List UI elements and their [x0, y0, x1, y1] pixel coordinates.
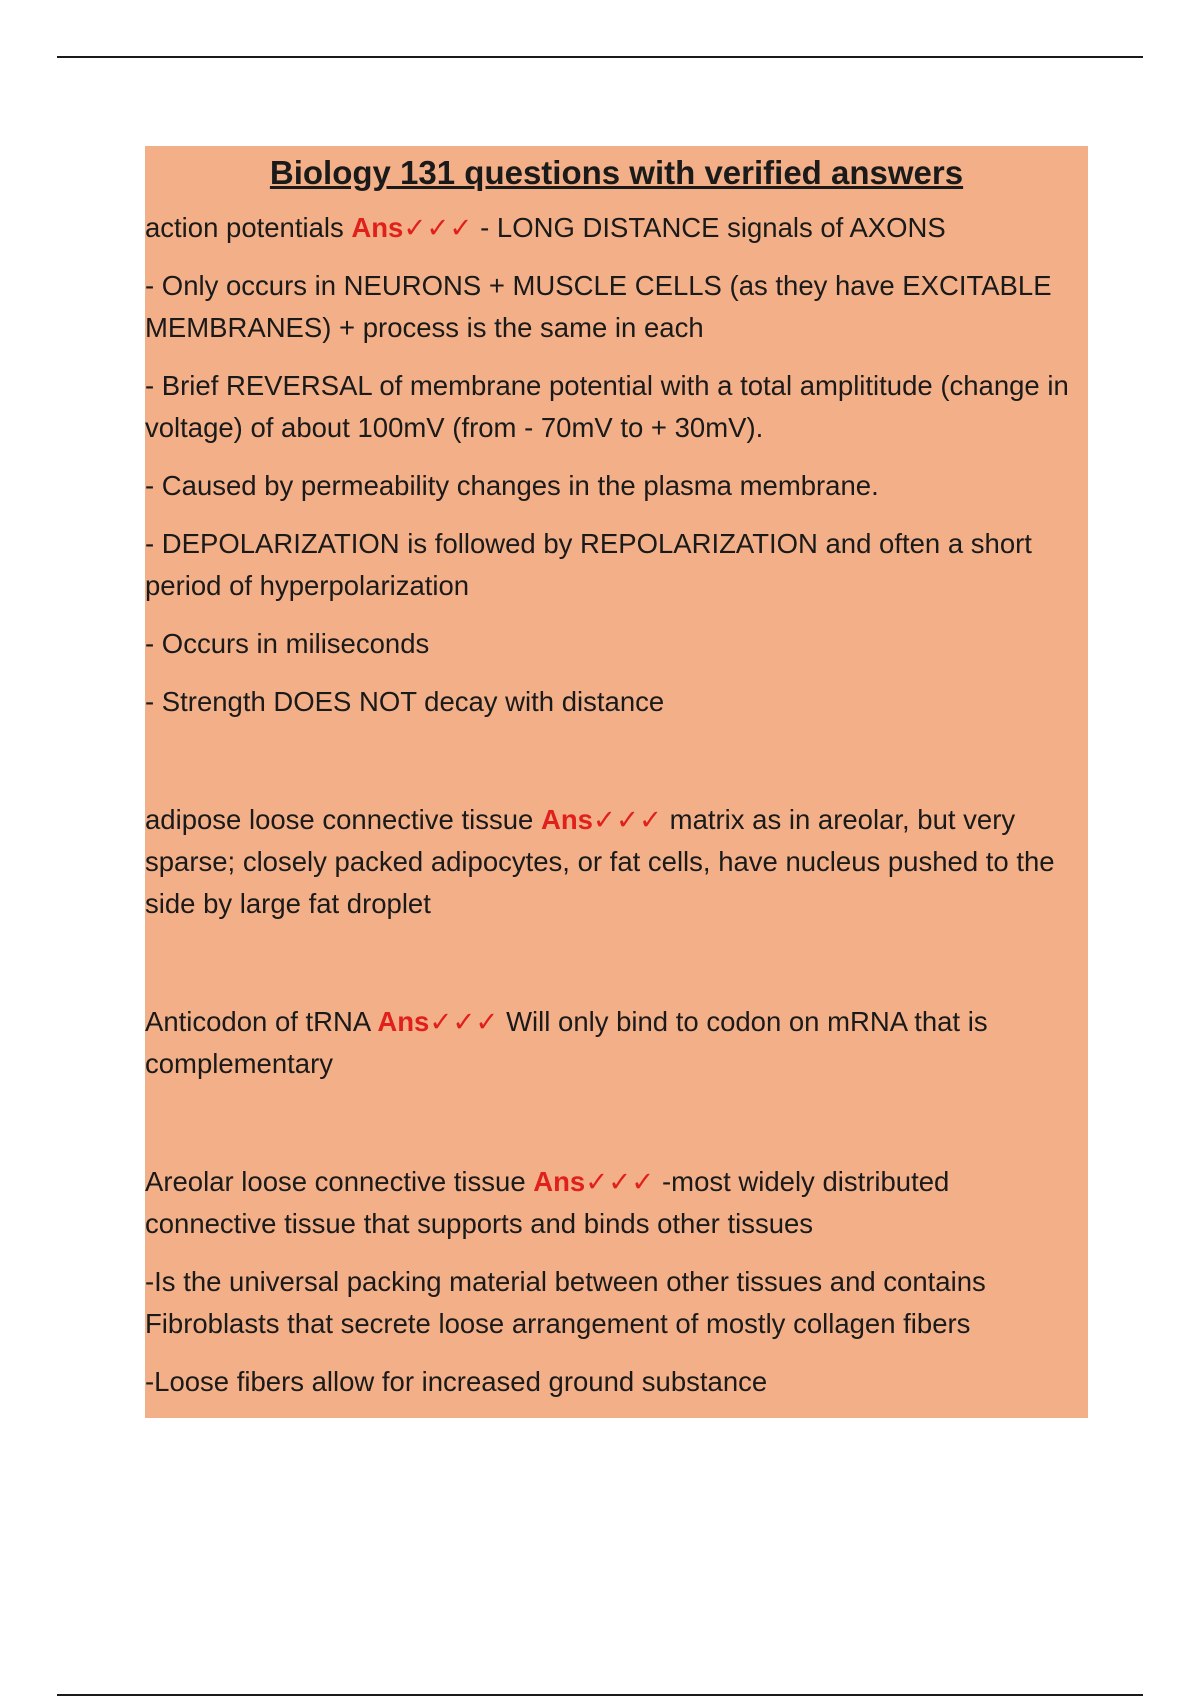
- document-title: Biology 131 questions with verified answers: [269, 154, 964, 191]
- ans-label: Ans: [540, 804, 593, 836]
- entry-term: Anticodon of tRNA: [145, 1006, 378, 1038]
- entry-term: action potentials: [145, 212, 352, 244]
- check-marks: ✓✓✓: [585, 1166, 655, 1198]
- entry-answer: -most widely distributed connective tissue that supports and binds other tissues: [145, 1166, 950, 1240]
- ans-label: Ans: [351, 212, 404, 244]
- document-content: [145, 146, 1088, 1418]
- entry-detail: -Loose fibers allow for increased ground substance: [145, 1366, 768, 1398]
- entry-adipose: [145, 799, 1088, 925]
- entry-answer: Will only bind to codon on mRNA that is complementary: [145, 1006, 988, 1080]
- footer-rule: [57, 1694, 1143, 1696]
- check-marks: ✓✓✓: [592, 804, 663, 836]
- entry-detail: - DEPOLARIZATION is followed by REPOLARIZATION and often a short period of hyperpolarization: [145, 528, 1032, 602]
- entry-detail: - Brief REVERSAL of membrane potential with a total amplititude (change in voltage) of about 100mV (from - 70mV to + 30mV).: [145, 370, 1069, 444]
- entry-term: Areolar loose connective tissue: [145, 1166, 534, 1198]
- entry-detail: -Is the universal packing material between other tissues and contains Fibroblasts that secrete loose arrangement of mostly collagen fibers: [145, 1266, 986, 1340]
- entry-answer: - LONG DISTANCE signals of AXONS: [472, 212, 946, 244]
- entry-anticodon: [145, 1001, 1088, 1085]
- entry-detail: - Occurs in miliseconds: [145, 628, 430, 660]
- entry-answer: matrix as in areolar, but very sparse; closely packed adipocytes, or fat cells, have nucleus pushed to the side by large fat droplet: [145, 804, 1055, 920]
- header-rule: [57, 56, 1143, 58]
- entry-detail: - Strength DOES NOT decay with distance: [145, 686, 665, 718]
- entry-detail: - Caused by permeability changes in the plasma membrane.: [145, 470, 879, 502]
- entry-term: adipose loose connective tissue: [145, 804, 541, 836]
- entry-action-potentials: [145, 207, 1088, 249]
- ans-label: Ans: [377, 1006, 430, 1038]
- entry-areolar: [145, 1161, 1088, 1245]
- check-marks: ✓✓✓: [429, 1006, 499, 1038]
- check-marks: ✓✓✓: [403, 212, 473, 244]
- ans-label: Ans: [533, 1166, 586, 1198]
- entry-detail: - Only occurs in NEURONS + MUSCLE CELLS (as they have EXCITABLE MEMBRANES) + process is the same in each: [145, 270, 1052, 344]
